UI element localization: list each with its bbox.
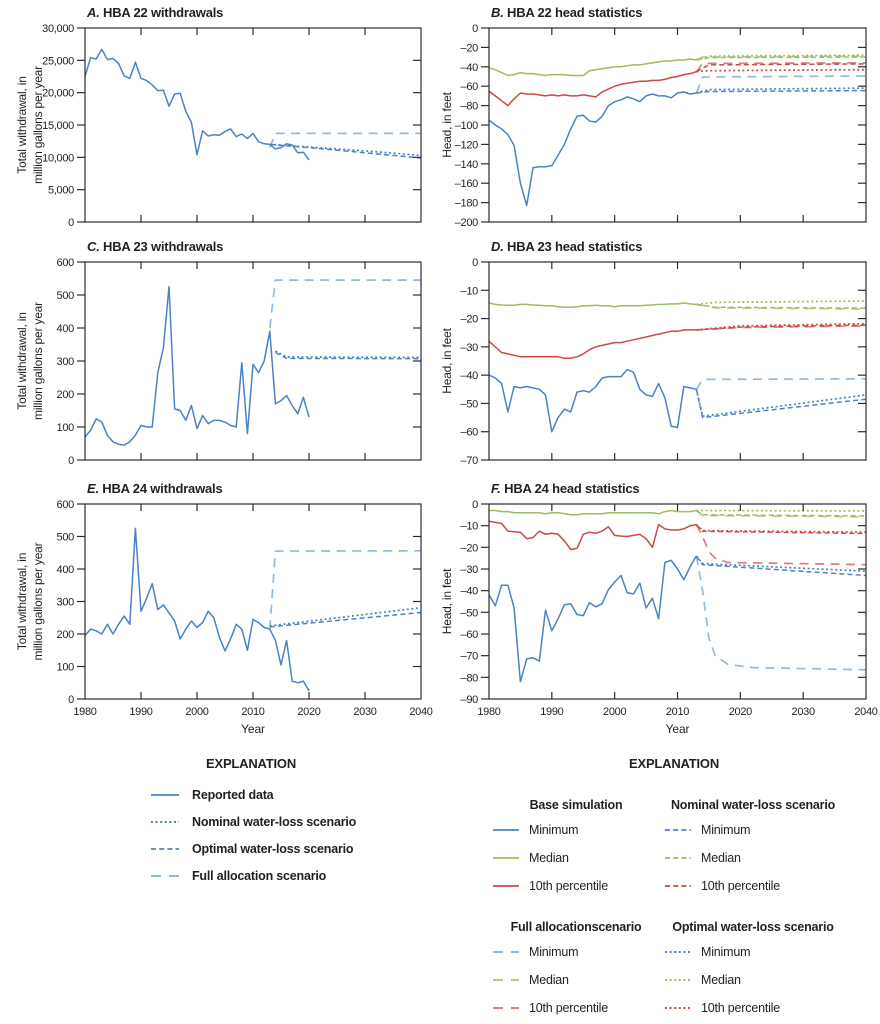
legend-item-label: Minimum: [529, 823, 578, 837]
y-tick-label: –10: [461, 285, 479, 297]
dash-line-swatch: [150, 844, 180, 854]
y-tick-label: 0: [472, 499, 478, 511]
dot-line-swatch: [664, 947, 692, 957]
y-tick-label: 0: [472, 23, 478, 35]
legend-item-label: 10th percentile: [701, 879, 780, 893]
x-tick-label: 2010: [241, 706, 264, 718]
panel-letter: C.: [87, 239, 100, 254]
y-tick-label: 100: [57, 662, 75, 674]
y-tick-label: 100: [57, 422, 75, 434]
legend-item-nominal-water-loss-scenario: [150, 808, 356, 835]
y-tick-label: 25,000: [42, 55, 74, 67]
x-tick-label: 2040: [409, 706, 432, 718]
y-tick-label: 200: [57, 629, 75, 641]
y-axis-label: million gallons per year: [31, 66, 45, 184]
legend-item-label: Minimum: [701, 823, 750, 837]
series-D-base-minimum: [489, 370, 696, 432]
y-tick-label: –20: [461, 42, 479, 54]
solid-line-swatch: [492, 881, 520, 891]
series-B-nominal-minimum: [696, 91, 866, 93]
y-tick-label: –100: [455, 120, 478, 132]
series-A-reported: [85, 49, 309, 160]
y-tick-label: –30: [461, 342, 479, 354]
longdash-line-swatch: [492, 975, 520, 985]
panel-letter: D.: [491, 239, 504, 254]
panel-title-text: HBA 24 withdrawals: [99, 481, 223, 496]
dash-line-swatch: [664, 881, 692, 891]
dot-line-swatch: [664, 975, 692, 985]
y-tick-label: 5,000: [48, 185, 74, 197]
x-tick-label: 2030: [353, 706, 376, 718]
x-tick-label: 1990: [129, 706, 152, 718]
x-tick-label: 1990: [540, 706, 563, 718]
y-axis-label: Total withdrawal, in: [15, 76, 29, 173]
series-E-full: [270, 551, 421, 629]
y-tick-label: 0: [68, 217, 74, 229]
y-tick-label: 0: [68, 455, 74, 467]
legend-heads: [492, 780, 842, 1024]
series-C-reported: [85, 287, 309, 445]
legend-group-header: Nominal water- loss scenario: [664, 780, 842, 812]
y-tick-label: –180: [455, 198, 478, 210]
legend-item-label: Median: [529, 851, 569, 865]
series-F-nominal-p10: [696, 525, 866, 534]
y-tick-label: –80: [461, 101, 479, 113]
series-D-optimal-median: [696, 301, 866, 304]
x-tick-label: 2000: [185, 706, 208, 718]
series-D-base-median: [489, 303, 696, 307]
y-tick-label: –10: [461, 521, 479, 533]
y-tick-label: 0: [68, 694, 74, 706]
legend-item-label: Nominal water-loss scenario: [192, 815, 356, 829]
panel-C: [15, 239, 421, 467]
legend-item-median: [664, 844, 842, 872]
legend-group-full-allocation-scenario: [492, 902, 660, 1022]
series-F-optimal-minimum: [696, 556, 866, 571]
legend-item-label: 10th percentile: [529, 1001, 608, 1015]
panel-title-text: HBA 23 head statistics: [504, 239, 643, 254]
y-tick-label: 400: [57, 564, 75, 576]
legend-group-header: Optimal water- loss scenario: [664, 902, 842, 934]
dot-line-swatch: [150, 817, 180, 827]
x-axis-title: Year: [241, 722, 265, 736]
legend-group-base-simulation: [492, 780, 660, 900]
legend-item-label: Minimum: [529, 945, 578, 959]
plot-border-C: [85, 262, 421, 460]
legend-item-full-allocation-scenario: [150, 862, 356, 889]
legend-item-minimum: [492, 816, 660, 844]
panel-title-text: HBA 24 head statistics: [501, 481, 640, 496]
panel-title-D: [491, 239, 642, 254]
y-tick-label: –140: [455, 159, 478, 171]
series-B-base-minimum: [489, 92, 696, 206]
series-D-nominal-median: [696, 304, 866, 308]
legend-item-label: Full allocation scenario: [192, 869, 326, 883]
y-tick-label: –20: [461, 542, 479, 554]
y-tick-label: 15,000: [42, 120, 74, 132]
legend-item-label: Minimum: [701, 945, 750, 959]
y-tick-label: 600: [57, 499, 75, 511]
series-D-full-minimum: [696, 379, 866, 390]
legend-item-median: [664, 966, 842, 994]
legend-item-label: 10th percentile: [701, 1001, 780, 1015]
y-tick-label: –90: [461, 694, 479, 706]
legend-item-10th-percentile: [492, 872, 660, 900]
legend-item-label: Median: [529, 973, 569, 987]
panel-D: [440, 239, 866, 467]
dash-line-swatch: [664, 853, 692, 863]
dash-line-swatch: [664, 825, 692, 835]
legend-item-label: Median: [701, 973, 741, 987]
series-F-base-minimum: [489, 556, 696, 682]
y-tick-label: 300: [57, 356, 75, 368]
panel-title-F: [491, 481, 639, 496]
y-tick-label: 600: [57, 257, 75, 269]
y-tick-label: –200: [455, 217, 478, 229]
y-tick-label: 0: [472, 257, 478, 269]
legend-item-median: [492, 844, 660, 872]
y-tick-label: –20: [461, 314, 479, 326]
x-tick-label: 2020: [729, 706, 752, 718]
legend-group-header: Full allocation scenario: [492, 902, 660, 934]
y-tick-label: 30,000: [42, 23, 74, 35]
panel-F: [440, 481, 878, 736]
legend-group-header: Base simulation: [492, 780, 660, 812]
series-D-base-p10: [489, 330, 696, 358]
panel-E: [15, 481, 433, 736]
longdash-line-swatch: [492, 1003, 520, 1013]
series-B-nominal-median: [696, 57, 866, 60]
y-tick-label: 20,000: [42, 88, 74, 100]
series-F-nominal-minimum: [696, 556, 866, 576]
series-F-base-p10: [489, 521, 696, 549]
longdash-line-swatch: [150, 871, 180, 881]
x-tick-label: 2000: [603, 706, 626, 718]
legend-item-minimum: [664, 816, 842, 844]
y-tick-label: 500: [57, 290, 75, 302]
x-tick-label: 1980: [73, 706, 96, 718]
x-axis-title: Year: [666, 722, 690, 736]
series-B-base-median: [489, 59, 696, 76]
legend-item-10th-percentile: [664, 994, 842, 1022]
solid-line-swatch: [492, 853, 520, 863]
dot-line-swatch: [664, 1003, 692, 1013]
panel-title-C: [87, 239, 223, 254]
y-axis-label: million gallons per year: [31, 542, 45, 660]
solid-line-swatch: [150, 790, 180, 800]
y-axis-label: Head, in feet: [440, 568, 454, 634]
panel-letter: E.: [87, 481, 99, 496]
series-C-nominal: [275, 351, 421, 357]
legend-item-label: Optimal water-loss scenario: [192, 842, 353, 856]
legend-item-median: [492, 966, 660, 994]
legend-item-minimum: [664, 938, 842, 966]
y-tick-label: 300: [57, 597, 75, 609]
y-tick-label: –60: [461, 81, 479, 93]
series-B-optimal-p10: [696, 70, 866, 72]
y-axis-label: Total withdrawal, in: [15, 312, 29, 409]
legend-item-optimal-water-loss-scenario: [150, 835, 356, 862]
x-tick-label: 2020: [297, 706, 320, 718]
plot-border-D: [489, 262, 866, 460]
y-axis-label: million gallons per year: [31, 302, 45, 420]
y-tick-label: –80: [461, 672, 479, 684]
legend-item-minimum: [492, 938, 660, 966]
series-E-nominal: [270, 608, 421, 626]
series-E-reported: [85, 528, 309, 691]
legend-item-label: Median: [701, 851, 741, 865]
legend-heads-title: EXPLANATION: [629, 756, 719, 771]
y-tick-label: –120: [455, 139, 478, 151]
solid-line-swatch: [492, 825, 520, 835]
panel-title-E: [87, 481, 222, 496]
panel-title-text: HBA 22 withdrawals: [100, 5, 224, 20]
y-tick-label: –70: [461, 455, 479, 467]
legend-item-10th-percentile: [492, 994, 660, 1022]
panel-A: [15, 5, 421, 229]
x-tick-label: 2010: [666, 706, 689, 718]
panel-title-A: [86, 5, 223, 20]
x-tick-label: 1980: [477, 706, 500, 718]
y-axis-label: Head, in feet: [440, 327, 454, 393]
legend-item-reported-data: [150, 781, 356, 808]
series-B-base-p10: [489, 72, 696, 106]
legend-item-label: 10th percentile: [529, 879, 608, 893]
plot-border-A: [85, 28, 421, 222]
legend-group-optimal-water-loss-scenario: [664, 902, 842, 1022]
legend-item-10th-percentile: [664, 872, 842, 900]
y-axis-label: Total withdrawal, in: [15, 553, 29, 650]
series-F-base-median: [489, 511, 696, 515]
legend-withdrawals-title: EXPLANATION: [206, 756, 296, 771]
panel-letter: B.: [491, 5, 504, 20]
panel-title-text: HBA 22 head statistics: [504, 5, 643, 20]
y-tick-label: –30: [461, 564, 479, 576]
legend-withdrawals: [150, 781, 356, 889]
y-tick-label: 400: [57, 323, 75, 335]
y-tick-label: –160: [455, 178, 478, 190]
y-tick-label: –50: [461, 398, 479, 410]
y-tick-label: –40: [461, 370, 479, 382]
series-E-optimal: [270, 613, 421, 627]
y-tick-label: –60: [461, 427, 479, 439]
legend-group-nominal-water-loss-scenario: [664, 780, 842, 900]
y-tick-label: 200: [57, 389, 75, 401]
y-tick-label: –40: [461, 586, 479, 598]
y-tick-label: –40: [461, 62, 479, 74]
panel-title-text: HBA 23 withdrawals: [100, 239, 224, 254]
y-tick-label: –50: [461, 607, 479, 619]
panel-letter: A.: [86, 5, 100, 20]
y-tick-label: 10,000: [42, 152, 74, 164]
y-tick-label: –60: [461, 629, 479, 641]
legend-item-label: Reported data: [192, 788, 273, 802]
panel-B: [440, 5, 866, 229]
longdash-line-swatch: [492, 947, 520, 957]
y-tick-label: 500: [57, 532, 75, 544]
series-F-optimal-p10: [696, 525, 866, 533]
y-axis-label: Head, in feet: [440, 91, 454, 157]
series-C-full: [270, 280, 421, 328]
panel-title-B: [491, 5, 642, 20]
y-tick-label: –70: [461, 651, 479, 663]
x-tick-label: 2040: [854, 706, 877, 718]
panel-letter: F.: [491, 481, 501, 496]
x-tick-label: 2030: [792, 706, 815, 718]
